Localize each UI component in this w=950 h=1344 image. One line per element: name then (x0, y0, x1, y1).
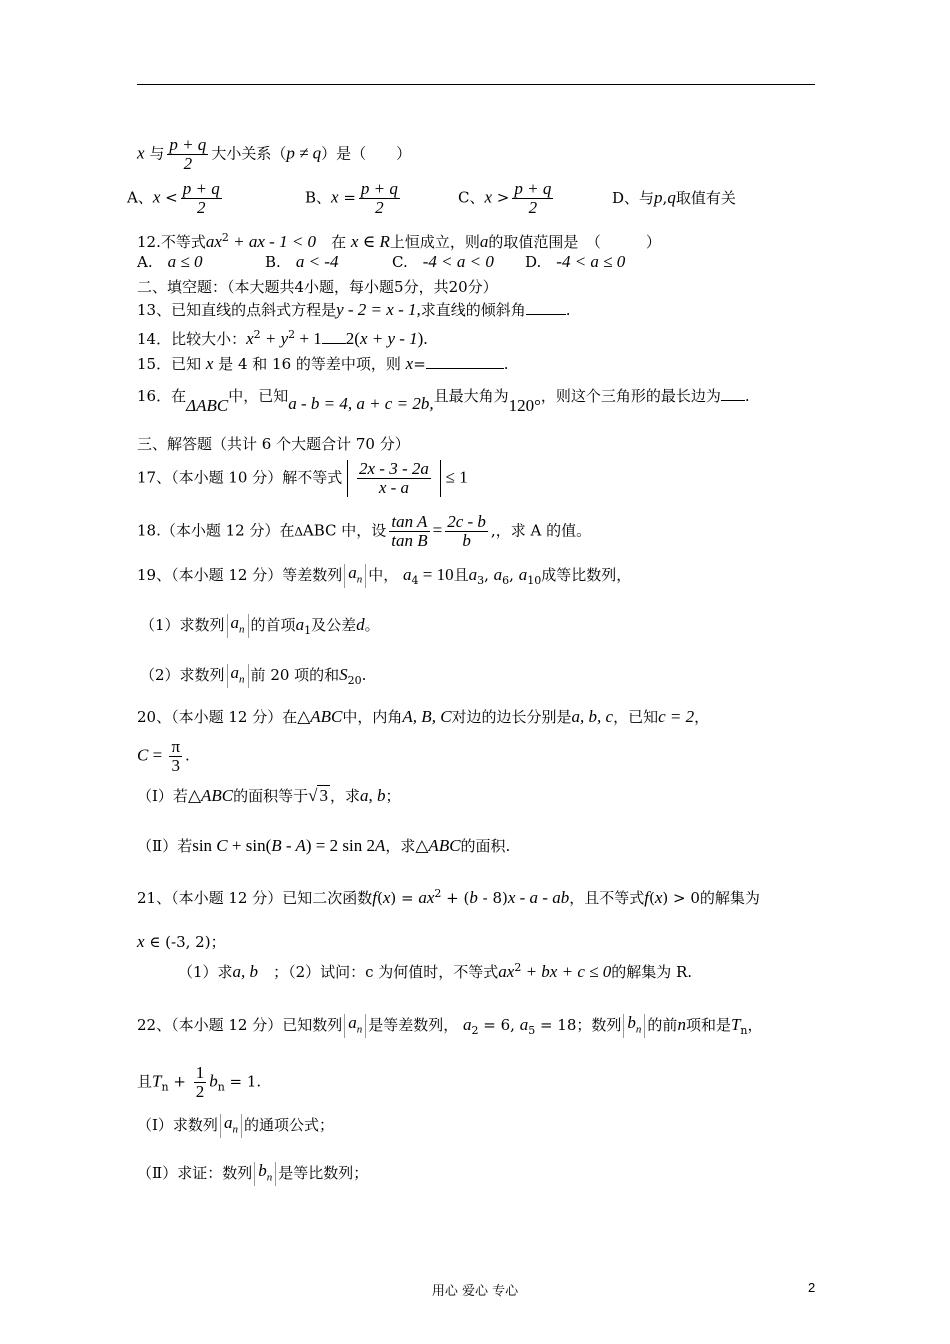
q13: 13、已知直线的点斜式方程是y - 2 = x - 1,求直线的倾斜角 . (137, 300, 571, 319)
q20-stem: 20、（本小题 12 分）在△ABC中，内角A, B, C对边的边长分别是a, b, c，已知c = 2， (137, 707, 710, 726)
q14: 14．比较大小：$x^2 + y^2 + 1$ 2(x + y - 1). (137, 328, 428, 348)
page-number: 2 (808, 1280, 816, 1295)
q11-option-a: A、x < $\frac{p + q}{2}$ (127, 179, 220, 217)
q12-option-a: A. a ≤ 0 (137, 252, 203, 271)
section-2-heading: 二、填空题：（本大题共4小题，每小题5分，共20分） (137, 278, 498, 296)
q19-stem: 19、（本小题 12 分）等差数列 $a_n$ 中， $a_4 = 10$且$a_3$, $a_6$, $a_{10}$成等比数列， (137, 563, 632, 588)
section-3-heading: 三、解答题（共计 6 个大题合计 70 分） (137, 435, 410, 453)
q11-stem: x 与 $\frac{p + q}{2}$ 大小关系（p ≠ q）是（ ） (137, 135, 412, 173)
header-rule (137, 84, 815, 85)
q18: 18.（本小题 12 分）在ΔABC 中，设 $\frac{\text{tan A}}{\text{tan B}}$ = $\frac{2c - b}{b}$ ,，求 A 的值。 (137, 512, 592, 550)
page-footer: 用心 爱心 专心 (431, 1284, 519, 1299)
q20-part2: （Ⅱ）若sin C + sin(B - A) = 2 sin 2A，求△ABC的面积. (137, 836, 511, 855)
q12-option-d: D. -4 < a ≤ 0 (525, 252, 626, 271)
q20-condition: C = $\frac{\pi}{3}$ . (137, 737, 190, 775)
q12-stem: 12.不等式$ax^2$ + ax - 1 < 0 在 x ∈ R上恒成立，则a的取值范围是 （ ） (137, 231, 661, 251)
q19-part2: （2）求数列 $a_n$ 前 20 项的和$S_{20}$. (140, 663, 367, 688)
q15: 15．已知 x 是 4 和 16 的等差中项，则 x= . (137, 354, 509, 373)
q19-part1: （1）求数列 $a_n$ 的首项$a_1$及公差d。 (140, 613, 380, 638)
q22-stem: 22、（本小题 12 分）已知数列 $a_n$ 是等差数列， $a_2 = 6$, $a_5 = 18$；数列 $b_n$ 的前n项和是$T_n$， (137, 1013, 763, 1038)
q12-option-c: C. -4 < a < 0 (392, 252, 494, 271)
q22-part2: （Ⅱ）求证：数列 $b_n$ 是等比数列； (137, 1162, 368, 1186)
q20-part1: （Ⅰ）若△ABC的面积等于√ 3 ，求a, b； (137, 786, 401, 805)
q21-parts: （1）求a, b ；（2）试问：c 为何值时，不等式$ax^2$ + bx + c ≤ 0的解集为 R. (178, 961, 693, 981)
q17: 17、（本小题 10 分）解不等式 $\frac{2x - 3 - 2a}{x - a}$ ≤ 1 (137, 459, 468, 497)
q22-condition: 且$T_n$ + $\frac{1}{2}$ $b_n = 1$. (137, 1063, 262, 1101)
q11-option-c: C、x > $\frac{p + q}{2}$ (458, 179, 552, 217)
q12-option-b: B. a < -4 (265, 252, 339, 271)
q11-option-d: D、与p,q取值有关 (612, 188, 736, 207)
q22-part1: （Ⅰ）求数列 $a_n$ 的通项公式； (137, 1114, 334, 1138)
q21-solution-set: x ∈ (-3, 2)； (137, 932, 226, 951)
q11-option-b: B、x = $\frac{p + q}{2}$ (305, 179, 398, 217)
q21-stem: 21、（本小题 12 分）已知二次函数$f(x) = ax^2 + (b - 8)x - a$ - ab，且不等式f(x) > 0的解集为 (137, 887, 760, 907)
q16: 16．在ΔABC中，已知a - b = 4, a + c = 2b,且最大角为120°，则这个三角形的最长边为 . (137, 387, 750, 415)
